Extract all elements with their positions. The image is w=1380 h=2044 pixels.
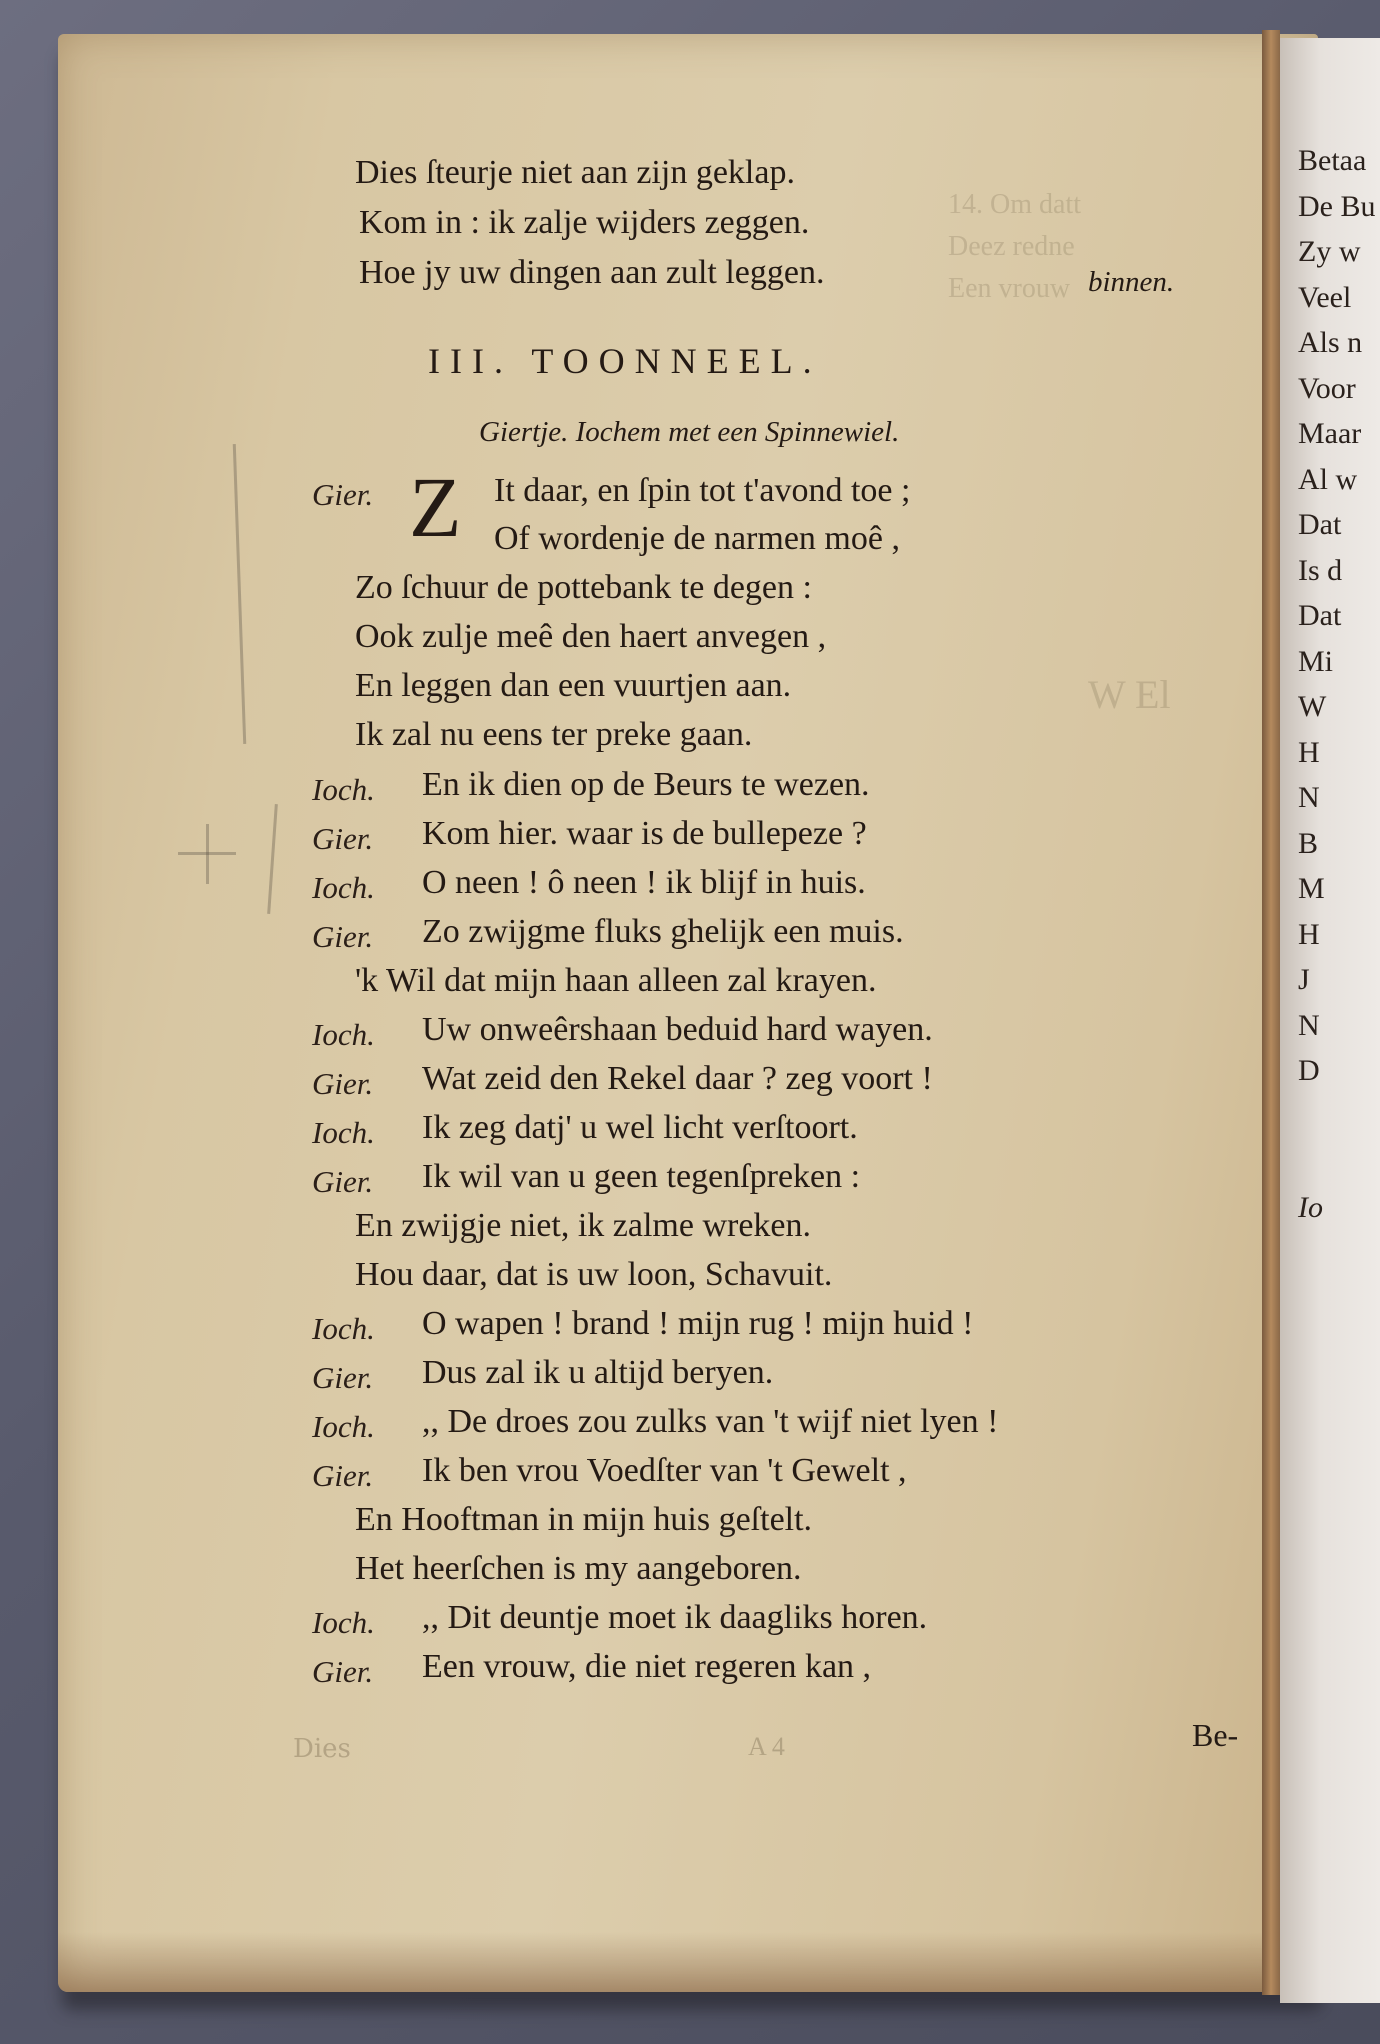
speaker-label: Gier. bbox=[312, 1360, 374, 1395]
dialogue-line: Ik zeg datj' u wel licht verſtoort. bbox=[422, 1109, 858, 1146]
speaker-label: Ioch. bbox=[312, 1311, 375, 1346]
pencil-mark bbox=[233, 444, 246, 744]
signature-mark: A 4 bbox=[748, 1732, 785, 1761]
dialogue-line: Hou daar, dat is uw loon, Schavuit. bbox=[355, 1256, 833, 1293]
facing-fragment: Betaa bbox=[1298, 144, 1367, 177]
dialogue-line: It daar, en ſpin tot t'avond toe ; bbox=[494, 472, 911, 509]
facing-fragment bbox=[1298, 1094, 1376, 1140]
pencil-mark bbox=[206, 824, 209, 884]
dialogue-line: O wapen ! brand ! mijn rug ! mijn huid ! bbox=[422, 1305, 974, 1342]
book-page bbox=[58, 34, 1318, 1992]
dialogue-line: Wat zeid den Rekel daar ? zeg voort ! bbox=[422, 1060, 933, 1097]
facing-fragment: Maar bbox=[1298, 417, 1362, 450]
facing-fragment: Mi bbox=[1298, 644, 1334, 678]
dialogue-line: En Hooftman in mijn huis geſtelt. bbox=[355, 1501, 813, 1538]
facing-fragment: N bbox=[1298, 781, 1320, 814]
facing-page-text bbox=[1298, 138, 1376, 1230]
facing-fragment: Veel bbox=[1298, 280, 1352, 314]
dialogue-line: Zo ſchuur de pottebank te degen : bbox=[355, 569, 812, 606]
speaker-label: Ioch. bbox=[312, 1017, 375, 1052]
verse-line: Dies ſteurje niet aan zijn geklap. bbox=[355, 154, 795, 191]
pencil-mark bbox=[267, 804, 278, 914]
dialogue-line: O neen ! ô neen ! ik blijf in huis. bbox=[422, 864, 866, 901]
facing-fragment: Zy w bbox=[1298, 235, 1361, 268]
facing-fragment: W bbox=[1298, 690, 1327, 723]
facing-fragment: H bbox=[1298, 917, 1320, 951]
speaker-label: Ioch. bbox=[312, 772, 375, 807]
dialogue-line: Een vrouw, die niet regeren kan , bbox=[422, 1648, 872, 1685]
speaker-label: Gier. bbox=[312, 1654, 374, 1689]
dialogue-line: Dus zal ik u altijd beryen. bbox=[422, 1354, 774, 1391]
show-through-text: 14. Om datt Deez redne Een vrouw bbox=[948, 189, 1081, 304]
speaker-label: Ioch. bbox=[312, 1605, 375, 1640]
scene-heading: III. TOONNEEL. bbox=[428, 341, 822, 381]
show-through-text: W El bbox=[1088, 672, 1171, 717]
facing-fragment: N bbox=[1298, 1008, 1320, 1042]
facing-fragment: Als n bbox=[1298, 326, 1363, 359]
facing-fragment: D bbox=[1298, 1054, 1320, 1087]
stage-direction: binnen. bbox=[1088, 266, 1175, 298]
speaker-label: Gier. bbox=[312, 477, 374, 512]
speaker-label: Gier. bbox=[312, 1164, 374, 1199]
show-through-text: Dies bbox=[293, 1734, 351, 1764]
dialogue-line: Ik wil van u geen tegenſpreken : bbox=[422, 1158, 861, 1195]
facing-fragment: Dat bbox=[1298, 508, 1342, 541]
dialogue-line: En leggen dan een vuurtjen aan. bbox=[355, 667, 792, 704]
drop-cap: Z bbox=[409, 459, 462, 555]
dialogue-line: ,, De droes zou zulks van 't wijf niet lyen ! bbox=[422, 1403, 999, 1440]
dialogue-line: ,, Dit deuntje moet ik daagliks horen. bbox=[422, 1599, 928, 1636]
facing-fragment bbox=[1298, 1139, 1376, 1185]
facing-fragment: H bbox=[1298, 735, 1320, 769]
dialogue-line: Het heerſchen is my aangeboren. bbox=[355, 1550, 802, 1587]
dialogue-line: 'k Wil dat mijn haan alleen zal krayen. bbox=[355, 962, 877, 999]
dialogue-line: En zwijgje niet, ik zalme wreken. bbox=[355, 1207, 811, 1244]
speaker-label: Gier. bbox=[312, 1458, 374, 1493]
facing-fragment: Al w bbox=[1298, 462, 1358, 496]
cast-line: Giertje. Iochem met een Spinnewiel. bbox=[479, 416, 900, 448]
facing-fragment: M bbox=[1298, 872, 1325, 905]
facing-fragment: De Bu bbox=[1298, 189, 1376, 223]
facing-page bbox=[1280, 38, 1380, 2003]
facing-fragment: Is d bbox=[1298, 553, 1343, 587]
dialogue-line: Zo zwijgme fluks ghelijk een muis. bbox=[422, 913, 904, 950]
dialogue-line: Kom hier. waar is de bullepeze ? bbox=[422, 815, 867, 852]
dialogue-line: Of wordenje de narmen moê , bbox=[494, 520, 900, 557]
dialogue-line: Ik zal nu eens ter preke gaan. bbox=[355, 716, 753, 753]
facing-fragment: B bbox=[1298, 826, 1319, 860]
speaker-label: Gier. bbox=[312, 821, 374, 856]
facing-fragment: J bbox=[1298, 963, 1310, 996]
speaker-label: Gier. bbox=[312, 919, 374, 954]
dialogue-line: Ook zulje meê den haert anvegen , bbox=[355, 618, 827, 655]
dialogue-line: En ik dien op de Beurs te wezen. bbox=[422, 766, 870, 803]
facing-fragment: Io bbox=[1298, 1190, 1323, 1224]
dialogue-line: Ik ben vrou Voedſter van 't Gewelt , bbox=[422, 1452, 907, 1489]
speaker-label: Ioch. bbox=[312, 1115, 375, 1150]
speaker-label: Gier. bbox=[312, 1066, 374, 1101]
speaker-label: Ioch. bbox=[312, 1409, 375, 1444]
book-gutter bbox=[1262, 30, 1280, 1995]
speaker-label: Ioch. bbox=[312, 870, 375, 905]
verse-line: Hoe jy uw dingen aan zult leggen. bbox=[359, 254, 825, 291]
catchword: Be- bbox=[1192, 1717, 1239, 1753]
dialogue-line: Uw onweêrshaan beduid hard wayen. bbox=[422, 1011, 933, 1048]
facing-fragment: Dat bbox=[1298, 599, 1342, 632]
facing-fragment: Voor bbox=[1298, 371, 1356, 405]
verse-line: Kom in : ik zalje wijders zeggen. bbox=[359, 204, 810, 241]
